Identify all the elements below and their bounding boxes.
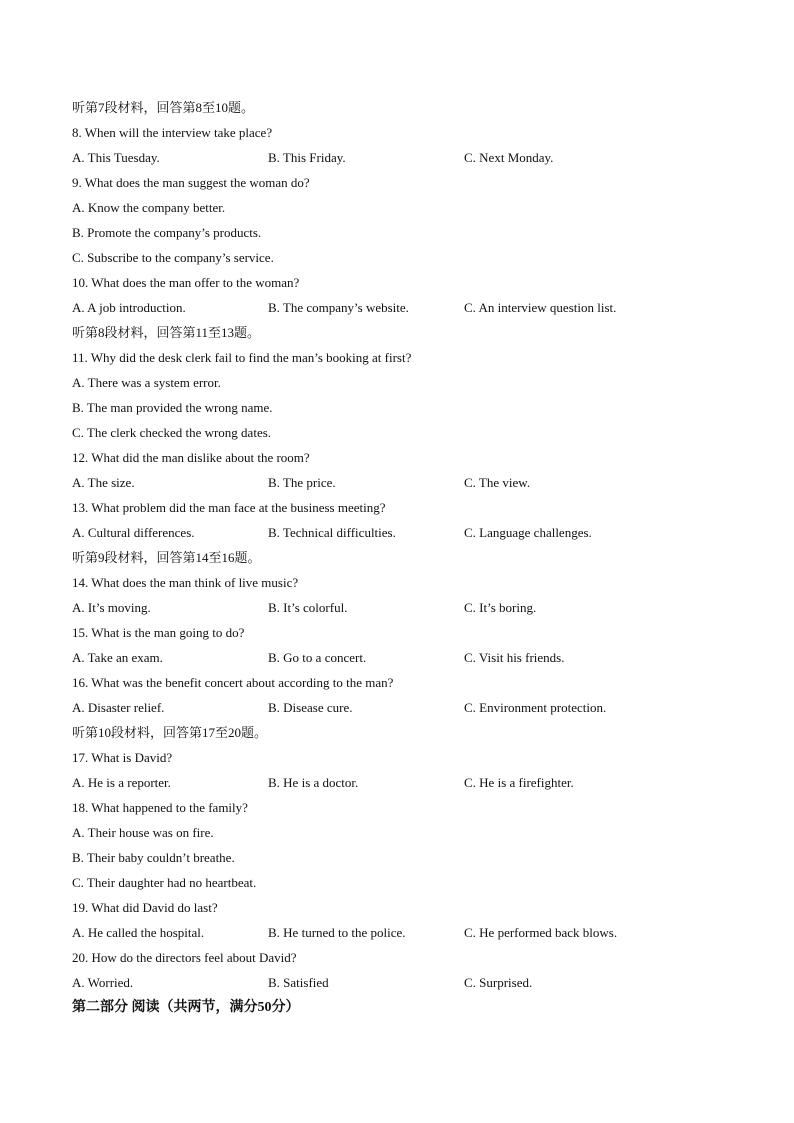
question-line: 8. When will the interview take place? [72,125,273,140]
question-line: 9. What does the man suggest the woman do? [72,175,310,190]
option-a: A. Disaster relief. [72,700,165,715]
answer-options-row [72,920,752,945]
answer-options-row [72,695,752,720]
option-c: C. Environment protection. [464,700,607,715]
option-b: B. Satisfied [268,975,329,990]
question-line: B. Promote the company’s products. [72,225,262,240]
question-line: A. Their house was on fire. [72,825,214,840]
option-b: B. He is a doctor. [268,775,359,790]
question-line: B. Their baby couldn’t breathe. [72,850,235,865]
option-a: A. This Tuesday. [72,150,160,165]
option-a: A. It’s moving. [72,600,151,615]
question-line: 20. How do the directors feel about David? [72,950,297,965]
question-line: 13. What problem did the man face at the business meeting? [72,500,386,515]
option-b: B. He turned to the police. [268,925,406,940]
option-b: B. The company’s website. [268,300,409,315]
answer-options-row [72,645,752,670]
option-c: C. Visit his friends. [464,650,565,665]
section-instruction: 听第8段材料，回答第11至13题。 [72,325,261,340]
answer-options-row [72,145,752,170]
option-c: C. Surprised. [464,975,533,990]
answer-options-row [72,520,752,545]
section-instruction: 听第7段材料，回答第8至10题。 [72,100,255,115]
option-c: C. It’s boring. [464,600,537,615]
question-line: A. There was a system error. [72,375,221,390]
option-a: A. He is a reporter. [72,775,171,790]
option-b: B. It’s colorful. [268,600,348,615]
question-line: C. Subscribe to the company’s service. [72,250,274,265]
option-b: B. The price. [268,475,336,490]
question-line: B. The man provided the wrong name. [72,400,273,415]
question-line: 12. What did the man dislike about the room? [72,450,310,465]
question-line: 14. What does the man think of live music? [72,575,299,590]
answer-options-row [72,595,752,620]
option-b: B. This Friday. [268,150,346,165]
answer-options-row [72,770,752,795]
option-a: A. Take an exam. [72,650,163,665]
answer-options-row [72,970,752,995]
option-b: B. Go to a concert. [268,650,367,665]
option-c: C. Next Monday. [464,150,554,165]
option-a: A. Worried. [72,975,134,990]
option-c: C. He is a firefighter. [464,775,574,790]
option-c: C. Language challenges. [464,525,592,540]
question-line: 10. What does the man offer to the woman? [72,275,300,290]
option-c: C. The view. [464,475,531,490]
part-heading: 第二部分 阅读（共两节，满分50分） [72,1000,300,1015]
document-page [72,95,752,1020]
answer-options-row [72,470,752,495]
question-line: C. Their daughter had no heartbeat. [72,875,257,890]
section-instruction: 听第10段材料，回答第17至20题。 [72,725,268,740]
question-line: 15. What is the man going to do? [72,625,245,640]
option-c: C. An interview question list. [464,300,617,315]
option-c: C. He performed back blows. [464,925,618,940]
question-line: A. Know the company better. [72,200,226,215]
option-b: B. Disease cure. [268,700,353,715]
question-line: 16. What was the benefit concert about according to the man? [72,675,394,690]
option-a: A. He called the hospital. [72,925,205,940]
answer-options-row [72,295,752,320]
question-line: 17. What is David? [72,750,173,765]
question-line: 18. What happened to the family? [72,800,248,815]
section-instruction: 听第9段材料，回答第14至16题。 [72,550,261,565]
option-a: A. A job introduction. [72,300,186,315]
question-line: 11. Why did the desk clerk fail to find the man’s booking at first? [72,350,412,365]
question-line: C. The clerk checked the wrong dates. [72,425,272,440]
option-a: A. Cultural differences. [72,525,195,540]
option-b: B. Technical difficulties. [268,525,396,540]
question-line: 19. What did David do last? [72,900,218,915]
option-a: A. The size. [72,475,135,490]
